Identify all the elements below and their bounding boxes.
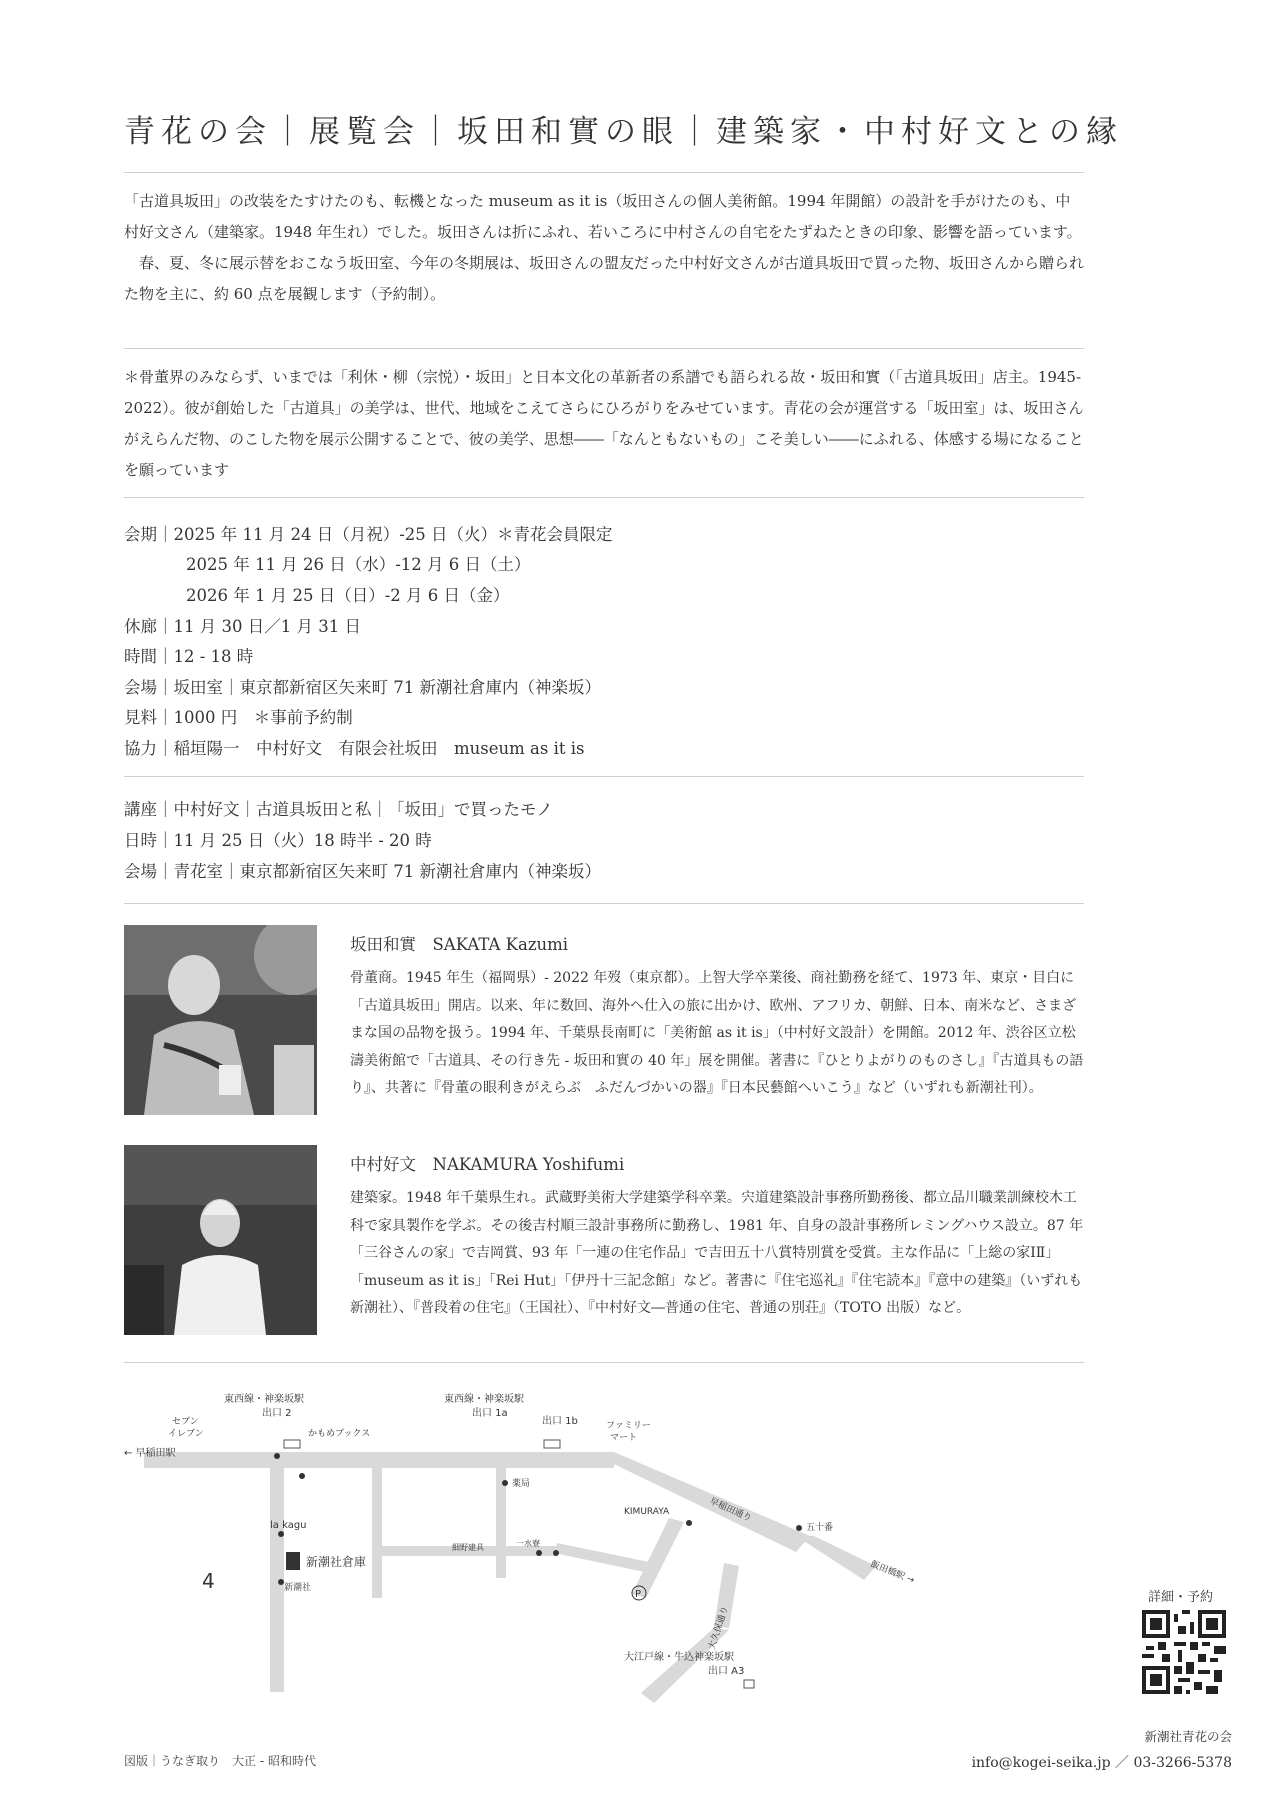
bio-sakata-name: 坂田和實 SAKATA Kazumi — [350, 935, 569, 954]
schedule-period-3: 2026 年 1 月 25 日（日）-2 月 6 日（金） — [186, 586, 510, 605]
intro-paragraph-2: 春、夏、冬に展示替をおこなう坂田室、今年の冬期展は、坂田さんの盟友だった中村好文さんが古道具坂田で買った物、坂田さんから贈られた物を主に、約 60 点を展観します（予約制）。 — [124, 254, 1085, 303]
qr-label: 詳細・予約 — [1148, 1590, 1214, 1605]
schedule-hours: 時間｜12 - 18 時 — [124, 647, 254, 666]
nakamura-photo — [124, 1145, 317, 1335]
divider — [124, 172, 1084, 173]
divider — [124, 348, 1084, 349]
image-caption: 図版｜うなぎ取り 大正 - 昭和時代 — [124, 1754, 316, 1768]
map-okubo-dori: 大久保通り — [707, 1605, 731, 1651]
map-marker — [278, 1531, 284, 1537]
access-map — [124, 1388, 924, 1718]
map-exit-1a: 出口 1a — [472, 1408, 508, 1419]
lecture-title: 講座｜中村好文｜古道具坂田と私｜「坂田」で買ったモノ — [124, 800, 553, 819]
warehouse-icon — [286, 1552, 300, 1570]
schedule-period-2: 2025 年 11 月 26 日（水）-12 月 6 日（土） — [186, 555, 531, 574]
divider — [124, 903, 1084, 904]
sakata-photo — [124, 925, 317, 1115]
map-family-1: ファミリー — [606, 1421, 651, 1431]
lecture-venue: 会場｜青花室｜東京都新宿区矢来町 71 新潮社倉庫内（神楽坂） — [124, 862, 601, 881]
map-warehouse: 新潮社倉庫 — [306, 1555, 367, 1569]
page-title: 青花の会｜展覧会｜坂田和實の眼｜建築家・中村好文との縁 — [124, 114, 1123, 150]
organization-name: 新潮社青花の会 — [1144, 1729, 1232, 1744]
map-road — [589, 1452, 810, 1552]
map-marker — [686, 1520, 692, 1526]
map-road — [554, 1543, 654, 1573]
schedule-venue: 会場｜坂田室｜東京都新宿区矢来町 71 新潮社倉庫内（神楽坂） — [124, 678, 601, 697]
map-hosono: 細野建具 — [452, 1543, 484, 1552]
exit-icon — [744, 1680, 754, 1688]
divider — [124, 776, 1084, 777]
exit-icon — [284, 1440, 300, 1448]
map-handwritten: 4 — [202, 1569, 215, 1593]
map-exit-a3: 出口 A3 — [708, 1666, 745, 1677]
contact-info[interactable]: info@kogei-seika.jp ／ 03-3266-5378 — [971, 1755, 1232, 1771]
map-parking: P — [635, 1589, 642, 1600]
map-la-kagu: la kagu — [270, 1520, 307, 1531]
intro-paragraph-1: 「古道具坂田」の改装をたすけたのも、転機となった museum as it is（坂田さんの個人美術館。1994 年開館）の設計を手がけたのも、中村好文さん（建築家。1948 年生れ）でした。坂田さんは折にふれ、若いころに中村さんの自宅をたずねたときの印象、影響を語っています。 — [124, 192, 1082, 241]
schedule-closed: 休廊｜11 月 30 日／1 月 31 日 — [124, 617, 361, 636]
map-pharmacy: 薬局 — [512, 1479, 531, 1489]
schedule-fee: 見料｜1000 円 ＊事前予約制 — [124, 708, 353, 727]
map-waseda-station: ← 早稲田駅 — [124, 1448, 176, 1459]
schedule-period-1: 会期｜2025 年 11 月 24 日（月祝）-25 日（火）＊青花会員限定 — [124, 525, 613, 544]
map-marker — [536, 1550, 542, 1556]
map-marker — [796, 1525, 802, 1531]
map-station-2: 東西線・神楽坂駅 — [444, 1394, 524, 1405]
map-marker — [553, 1550, 559, 1556]
map-gojuban: 五十番 — [806, 1523, 834, 1533]
map-kamome: かもめブックス — [308, 1429, 371, 1439]
divider — [124, 497, 1084, 498]
note-text: ＊骨董界のみならず、いまでは「利休・柳（宗悦）・坂田」と日本文化の革新者の系譜でも語られる故・坂田和實（「古道具坂田」店主。1945-2022）。彼が創始した「古道具」の美学は、世代、地域をこえてさらにひろがりをみせています。青花の会が運営する「坂田室」は、坂田さんがえらんだ物、のこした物を展示公開することで、彼の美学、思想――「なんともないもの」こそ美しい――にふれる、体感する場になることを願っています — [124, 368, 1084, 479]
map-road — [144, 1452, 614, 1468]
lecture-datetime: 日時｜11 月 25 日（火）18 時半 - 20 時 — [124, 831, 432, 850]
map-shinchosha: 新潮社 — [284, 1583, 312, 1593]
map-seven-1: セブン — [172, 1417, 199, 1427]
map-ichimizuryo: 一水寮 — [516, 1539, 540, 1548]
map-kimuraya: KIMURAYA — [624, 1507, 670, 1517]
bio-sakata-text: 骨董商。1945 年生（福岡県）- 2022 年歿（東京都）。上智大学卒業後、商社勤務を経て、1973 年、東京・目白に「古道具坂田」開店。以来、年に数回、海外へ仕入の旅に出かけ、欧州、アフリカ、朝鮮、日本、南米など、さまざまな国の品物を扱う。1994 年、千葉県長南町に「美術館 as it is」（中村好文設計）を開館。2012 年、渋谷区立松濤美術館で「古道具、その行き先 - 坂田和實の 40 年」展を開催。著書に『ひとりよがりのものさし』『古道具もの語り』、共著に『骨董の眼利きがえらぶ ふだんづかいの器』『日本民藝館へいこう』など（いずれも新潮社刊）。 — [350, 970, 1084, 1096]
intro-text — [124, 186, 1084, 310]
map-exit-1b: 出口 1b — [542, 1416, 578, 1427]
bio-nakamura-name: 中村好文 NAKAMURA Yoshifumi — [350, 1155, 625, 1174]
qr-code[interactable] — [1142, 1610, 1226, 1694]
schedule-cooperation: 協力｜稲垣陽一 中村好文 有限会社坂田 museum as it is — [124, 739, 585, 758]
map-exit-2: 出口 2 — [262, 1408, 292, 1419]
map-oedo-station: 大江戸線・牛込神楽坂駅 — [624, 1652, 734, 1663]
exit-icon — [544, 1440, 560, 1448]
map-marker — [502, 1480, 508, 1486]
map-marker — [274, 1453, 280, 1459]
bio-nakamura-text: 建築家。1948 年千葉県生れ。武蔵野美術大学建築学科卒業。宍道建築設計事務所勤務後、都立品川職業訓練校木工科で家具製作を学ぶ。その後吉村順三設計事務所に勤務し、1981 年、自身の設計事務所レミングハウス設立。87 年「三谷さんの家」で吉岡賞、93 年「一連の住宅作品」で吉田五十八賞特別賞を受賞。主な作品に「上総の家ⅠⅡ」「museum as it is」「Rei Hut」「伊丹十三記念館」など。著書に『住宅巡礼』『住宅読本』『意中の建築』（いずれも新潮社）、『普段着の住宅』（王国社）、『中村好文―普通の住宅、普通の別荘』（TOTO 出版）など。 — [350, 1190, 1084, 1316]
map-seven-2: イレブン — [168, 1429, 204, 1439]
map-iidabashi: 飯田橋駅 → — [868, 1559, 916, 1587]
divider — [124, 1362, 1084, 1363]
map-road — [372, 1468, 382, 1598]
map-station-1: 東西線・神楽坂駅 — [224, 1394, 304, 1405]
map-marker — [299, 1473, 305, 1479]
map-road — [270, 1452, 284, 1692]
map-family-2: マート — [610, 1433, 638, 1443]
map-road — [796, 1536, 876, 1580]
map-waseda-dori: 早稲田通り — [707, 1496, 753, 1525]
